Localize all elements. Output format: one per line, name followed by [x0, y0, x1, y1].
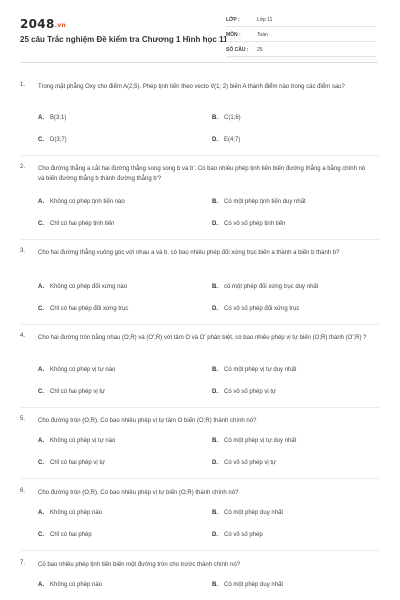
option-a[interactable] — [38, 367, 115, 373]
option-c[interactable] — [38, 306, 128, 312]
option-text: Không có phép đối xứng nào — [50, 284, 128, 290]
option-letter: A. — [38, 115, 44, 121]
meta-row-class — [226, 14, 376, 27]
option-letter: C. — [38, 532, 44, 538]
option-text: B(3;1) — [50, 115, 67, 121]
question-number: 5. — [20, 416, 26, 422]
option-b[interactable] — [212, 582, 283, 588]
option-letter: C. — [38, 460, 44, 466]
option-text: Có một phép duy nhất — [224, 510, 284, 516]
meta-row-subject — [226, 29, 376, 42]
option-b[interactable] — [212, 510, 283, 516]
question-text: Có bao nhiêu phép tịnh tiến biến một đường tròn cho trước thành chính nó? — [38, 562, 241, 568]
option-letter: D. — [212, 532, 218, 538]
question-number: 1. — [20, 82, 26, 88]
header-divider — [20, 62, 378, 63]
option-text: Có một phép vị tự duy nhất — [224, 367, 297, 373]
option-letter: D. — [212, 306, 218, 312]
option-letter: B. — [212, 199, 218, 205]
option-text: Không có phép vị tự nào — [50, 438, 116, 444]
question-number: 4. — [20, 333, 26, 339]
option-text: Có vô số phép — [224, 532, 263, 538]
option-letter: B. — [212, 284, 218, 290]
option-d[interactable] — [212, 221, 285, 227]
option-a[interactable] — [38, 582, 102, 588]
option-text: Chỉ có hai phép tịnh tiến — [50, 221, 115, 227]
option-b[interactable] — [212, 115, 241, 121]
option-c[interactable] — [38, 221, 114, 227]
option-text: Không có phép nào — [50, 510, 103, 516]
page-title: 25 câu Trắc nghiệm Đề kiểm tra Chương 1 Hình học 11 — [20, 35, 228, 44]
meta-row-question-count — [226, 44, 376, 57]
option-text: Không có phép nào — [50, 582, 103, 588]
option-d[interactable] — [212, 306, 299, 312]
option-c[interactable] — [38, 460, 105, 466]
option-text: Chỉ có hai phép đối xứng trục — [50, 306, 129, 312]
option-b[interactable] — [212, 284, 318, 290]
option-text: Có vô số phép đối xứng trục — [224, 306, 300, 312]
question-divider — [20, 324, 380, 325]
option-text: D(3;7) — [50, 137, 67, 143]
question-divider — [20, 155, 380, 156]
option-letter: B. — [212, 582, 218, 588]
site-logo[interactable] — [20, 17, 66, 31]
option-text: E(4;7) — [224, 137, 241, 143]
logo-suffix: .vn — [54, 22, 66, 29]
option-text: Không có phép tịnh tiến nào — [50, 199, 125, 205]
option-text: Chỉ có hai phép — [50, 532, 92, 538]
meta-value: Lớp 11 — [257, 17, 273, 23]
question-number: 7. — [20, 560, 26, 566]
question-number: 6. — [20, 488, 26, 494]
option-letter: A. — [38, 582, 44, 588]
option-a[interactable] — [38, 115, 66, 121]
option-letter: B. — [212, 115, 218, 121]
option-b[interactable] — [212, 199, 306, 205]
meta-value: 25 — [257, 47, 263, 53]
option-letter: D. — [212, 389, 218, 395]
option-a[interactable] — [38, 284, 127, 290]
option-d[interactable] — [212, 389, 276, 395]
option-text: Có một phép duy nhất — [224, 582, 284, 588]
option-text: Có một phép vị tự duy nhất — [224, 438, 297, 444]
option-text: Chỉ có hai phép vị tự — [50, 460, 106, 466]
option-letter: A. — [38, 510, 44, 516]
option-text: Có vô số phép vị tự — [224, 460, 277, 466]
option-text: Có vô số phép vị tự — [224, 389, 277, 395]
question-divider — [20, 550, 380, 551]
option-letter: A. — [38, 284, 44, 290]
question-number: 2. — [20, 164, 26, 170]
question-text: Cho đường tròn (O;R). Có bao nhiêu phép vị tự tâm O biến (O;R) thành chính nó? — [38, 418, 257, 424]
option-b[interactable] — [212, 438, 296, 444]
logo-text: 2048 — [20, 17, 55, 31]
meta-label: MÔN : — [226, 32, 241, 38]
meta-value: Toán — [257, 32, 268, 38]
option-d[interactable] — [212, 532, 263, 538]
option-letter: A. — [38, 438, 44, 444]
question-text: Cho đường thẳng a cắt hai đường thẳng song song b và b'. Có bao nhiêu phép tịnh tiến biến đường thẳng a bằng chính nó và biến đường thẳng b thành đường thẳng b'? — [38, 166, 366, 182]
option-a[interactable] — [38, 199, 125, 205]
option-letter: A. — [38, 199, 44, 205]
option-letter: D. — [212, 460, 218, 466]
option-c[interactable] — [38, 389, 105, 395]
question-text: Cho hai đường thẳng vuông góc với nhau a và b. có bao nhiêu phép đối xứng trục biến a thành a biến b thành b? — [38, 250, 340, 256]
option-letter: C. — [38, 389, 44, 395]
option-letter: C. — [38, 137, 44, 143]
meta-label: LỚP : — [226, 17, 240, 23]
worksheet-header — [0, 0, 400, 62]
option-c[interactable] — [38, 532, 92, 538]
question-number: 3. — [20, 248, 26, 254]
option-text: có một phép đối xứng trục duy nhất — [224, 284, 319, 290]
option-text: Không có phép vị tự nào — [50, 367, 116, 373]
option-text: C(1;6) — [224, 115, 241, 121]
option-text: Có một phép tịnh tiến duy nhất — [224, 199, 306, 205]
option-letter: B. — [212, 510, 218, 516]
option-d[interactable] — [212, 460, 276, 466]
option-text: Chỉ có hai phép vị tự — [50, 389, 106, 395]
question-text: Trong mặt phẳng Oxy cho điểm A(2;5). Phép tịnh tiến theo vecto v⃗(1; 2) biến A thành điểm nào trong các điểm sau? — [38, 84, 345, 90]
option-a[interactable] — [38, 438, 115, 444]
option-letter: D. — [212, 221, 218, 227]
option-letter: A. — [38, 367, 44, 373]
option-a[interactable] — [38, 510, 102, 516]
question-divider — [20, 407, 380, 408]
option-letter: D. — [212, 137, 218, 143]
question-divider — [20, 239, 380, 240]
option-letter: C. — [38, 306, 44, 312]
question-divider — [20, 478, 380, 479]
option-c[interactable] — [38, 137, 67, 143]
question-text: Cho đường tròn (O;R). Có bao nhiêu phép vị tự biến (O;R) thành chính nó? — [38, 490, 239, 496]
option-letter: B. — [212, 367, 218, 373]
meta-label: SỐ CÂU : — [226, 47, 249, 53]
option-b[interactable] — [212, 367, 296, 373]
option-letter: B. — [212, 438, 218, 444]
option-text: Có vô số phép tịnh tiến — [224, 221, 286, 227]
option-d[interactable] — [212, 137, 240, 143]
question-text: Cho hai đường tròn bằng nhau (O;R) và (O';R) với tâm O và O' phân biệt. có bao nhiêu phép vị tự biến (O;R) thành (O';R) ? — [38, 335, 367, 341]
option-letter: C. — [38, 221, 44, 227]
